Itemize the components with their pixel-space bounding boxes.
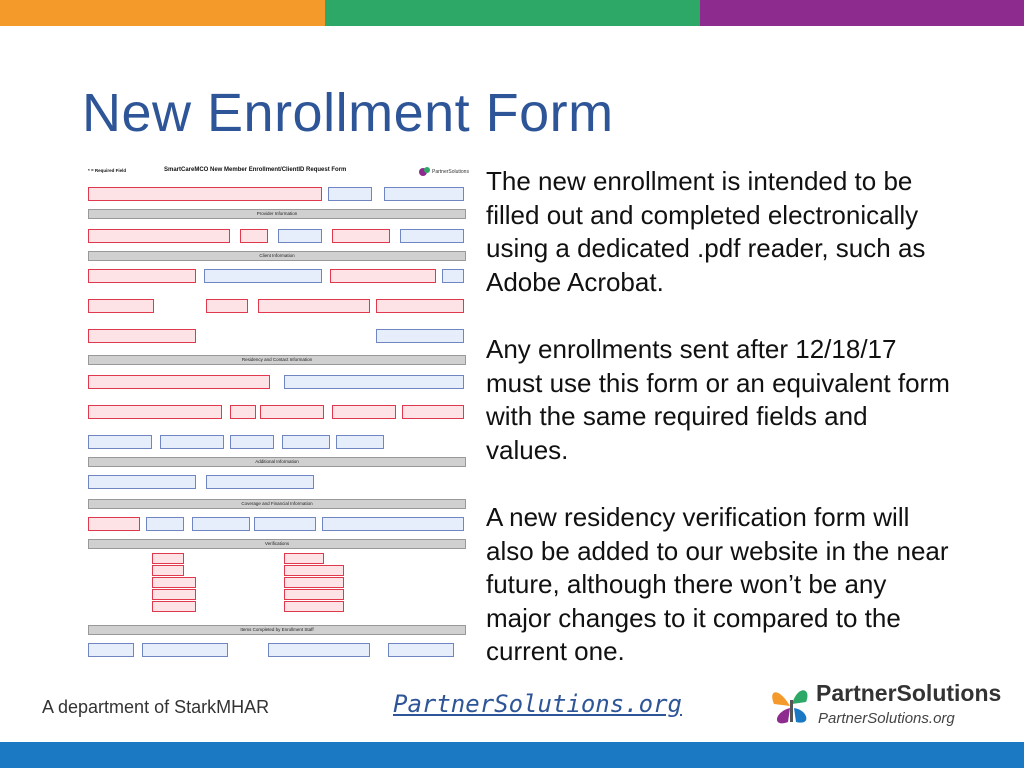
enrollment-form-thumbnail <box>84 165 468 665</box>
form-section-header: Residency and Contact Information <box>88 355 466 365</box>
paragraph-1: The new enrollment is intended to be filled out and completed electronically using a dedicated .pdf reader, such as Adobe Acrobat. <box>486 166 926 297</box>
form-checkbox-group <box>284 553 324 564</box>
form-field <box>88 229 230 243</box>
form-field <box>330 269 436 283</box>
form-field <box>376 299 464 313</box>
form-checkbox-group <box>284 565 344 576</box>
form-field <box>258 299 370 313</box>
form-required-note: * = Required Field <box>88 168 127 173</box>
top-bar-purple <box>700 0 1024 26</box>
form-field <box>384 187 464 201</box>
form-field <box>268 643 370 657</box>
footer-department: A department of StarkMHAR <box>42 697 270 717</box>
form-section-header: Client Information <box>88 251 466 261</box>
form-checkbox-group <box>152 577 196 588</box>
slide-title: New Enrollment Form <box>82 83 614 143</box>
form-section-header: Verifications <box>88 539 466 549</box>
form-field <box>88 187 322 201</box>
form-field <box>192 517 250 531</box>
form-field <box>206 475 314 489</box>
form-field <box>206 299 248 313</box>
form-field <box>402 405 464 419</box>
form-checkbox-group <box>152 589 196 600</box>
form-field <box>146 517 184 531</box>
body-text <box>486 165 956 703</box>
form-field <box>160 435 224 449</box>
form-section-header: Items Completed by Enrollment Staff <box>88 625 466 635</box>
form-field <box>240 229 268 243</box>
form-field <box>88 329 196 343</box>
form-field <box>260 405 324 419</box>
form-field <box>142 643 228 657</box>
form-field <box>230 435 274 449</box>
logo-name: PartnerSolutions <box>816 680 1002 706</box>
form-field <box>376 329 464 343</box>
form-field <box>88 475 196 489</box>
form-field <box>284 375 464 389</box>
form-checkbox-group <box>284 601 344 612</box>
form-field <box>332 405 396 419</box>
paragraph-2: Any enrollments sent after 12/18/17 must use this form or an equivalent form with the same required fields and values. <box>486 333 950 465</box>
form-field <box>278 229 322 243</box>
form-field <box>336 435 384 449</box>
form-field <box>88 405 222 419</box>
form-field <box>282 435 330 449</box>
partnersolutions-logo <box>768 680 1002 734</box>
top-color-bar <box>0 0 1024 26</box>
form-section-header: Coverage and Financial Information <box>88 499 466 509</box>
form-field <box>322 517 464 531</box>
form-section-header: Additional Information <box>88 457 466 467</box>
top-bar-green <box>325 0 700 26</box>
form-field <box>230 405 256 419</box>
form-checkbox-group <box>152 565 184 576</box>
form-field <box>400 229 464 243</box>
form-checkbox-group <box>284 589 344 600</box>
form-checkbox-group <box>284 577 344 588</box>
form-field <box>388 643 454 657</box>
bottom-color-bar <box>0 742 1024 768</box>
form-field <box>332 229 390 243</box>
logo-url: PartnerSolutions.org <box>818 710 955 727</box>
form-logo <box>418 165 469 179</box>
form-field <box>88 375 270 389</box>
form-field <box>88 299 154 313</box>
butterfly-icon <box>768 682 816 730</box>
form-field <box>88 269 196 283</box>
top-bar-orange <box>0 0 325 26</box>
form-field <box>442 269 464 283</box>
form-field <box>88 517 140 531</box>
form-field <box>88 435 152 449</box>
svg-text:PartnerSolutions: PartnerSolutions <box>432 169 469 175</box>
footer-website-link[interactable]: PartnerSolutions.org <box>393 690 682 718</box>
form-checkbox-group <box>152 553 184 564</box>
form-field <box>254 517 316 531</box>
paragraph-3: A new residency verification form will also be added to our website in the near future, although there won’t be any major changes to it compared to the current one. <box>486 501 949 667</box>
form-section-header: Provider Information <box>88 209 466 219</box>
form-field <box>204 269 322 283</box>
form-checkbox-group <box>152 601 196 612</box>
form-field <box>328 187 372 201</box>
form-field <box>88 643 134 657</box>
form-heading: SmartCareMCO New Member Enrollment/ClientID Request Form <box>164 167 347 173</box>
